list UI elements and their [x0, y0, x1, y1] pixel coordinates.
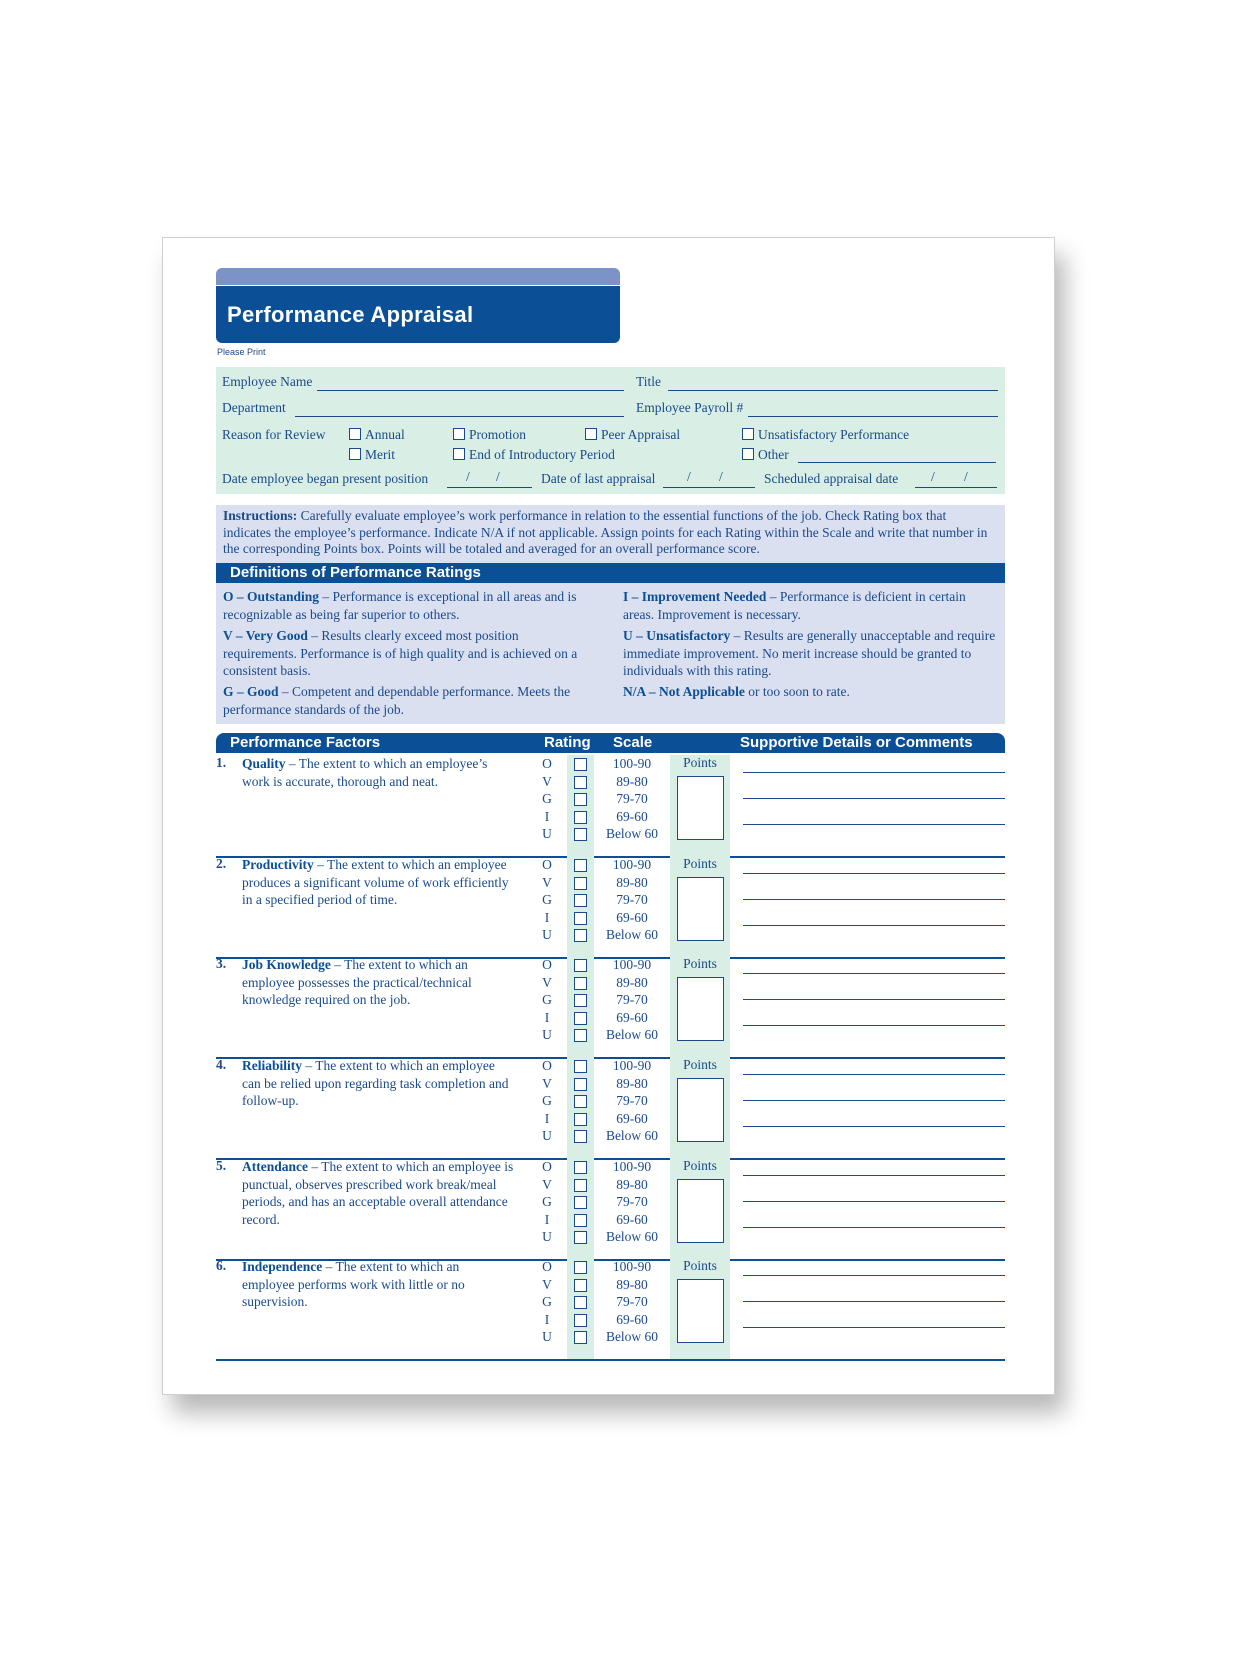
date-sep: / [496, 469, 500, 484]
scale-value: 69-60 [616, 808, 648, 824]
scale-value: 69-60 [616, 1110, 648, 1126]
rating-checkbox[interactable] [574, 859, 587, 872]
rating-checkbox-column [567, 1057, 594, 1158]
scale-value: 100-90 [612, 756, 652, 771]
scale-value: 100-90 [612, 857, 652, 872]
points-column [670, 1057, 730, 1158]
rating-letter: U [542, 1229, 552, 1244]
comment-line[interactable] [743, 1025, 1005, 1026]
rating-letter: G [542, 1294, 552, 1309]
rating-checkbox[interactable] [574, 1113, 587, 1126]
scale-column [600, 1258, 664, 1346]
rating-checkbox[interactable] [574, 1261, 587, 1274]
scale-heading: Scale [613, 734, 653, 751]
rating-checkbox[interactable] [574, 1214, 587, 1227]
factor-number: 6. [216, 1258, 227, 1273]
rating-letter: G [542, 992, 552, 1007]
rating-letter: G [542, 892, 552, 907]
reason-annual-option[interactable]: Annual [349, 427, 405, 443]
rating-letters [540, 1158, 554, 1246]
rating-letter: O [542, 1259, 552, 1274]
date-sep: / [687, 469, 691, 484]
payroll-label: Employee Payroll # [636, 400, 744, 415]
scale-value: 79-70 [616, 892, 648, 907]
scale-value: 79-70 [616, 1294, 648, 1309]
rating-checkbox[interactable] [574, 811, 587, 824]
scale-value: 100-90 [612, 1259, 652, 1274]
title-label: Title [636, 374, 662, 389]
title-field[interactable] [668, 390, 998, 391]
comment-line[interactable] [743, 1327, 1005, 1328]
factor-number: 3. [216, 956, 227, 971]
points-label: Points [683, 755, 717, 770]
factor-description: Job Knowledge – The extent to which an employee possesses the practical/technical knowledge required on the job. [242, 957, 472, 1007]
factor-number: 4. [216, 1057, 227, 1072]
department-label: Department [222, 400, 286, 415]
factors-header [216, 733, 1005, 753]
date-sep: / [964, 469, 968, 484]
scale-value: Below 60 [605, 826, 659, 841]
factor-row [216, 956, 1005, 1059]
rating-checkbox[interactable] [574, 1179, 587, 1192]
rating-checkbox[interactable] [574, 929, 587, 942]
page-title: Performance Appraisal [227, 302, 474, 327]
date-began-field[interactable] [447, 487, 532, 488]
scale-value: 89-80 [616, 1075, 648, 1091]
rating-checkbox[interactable] [574, 912, 587, 925]
peer-checkbox[interactable] [585, 428, 597, 440]
rating-letter: V [542, 773, 552, 789]
comment-line[interactable] [743, 798, 1005, 799]
comment-line[interactable] [743, 899, 1005, 900]
rating-checkbox[interactable] [574, 1012, 587, 1025]
scale-value: Below 60 [605, 1229, 659, 1244]
rating-checkbox[interactable] [574, 776, 587, 789]
rating-checkbox-column [567, 755, 594, 856]
comment-line[interactable] [743, 1175, 1005, 1176]
rating-checkbox[interactable] [574, 793, 587, 806]
comment-line[interactable] [743, 1074, 1005, 1075]
comments-heading: Supportive Details or Comments [740, 734, 973, 751]
rating-letter: I [544, 1009, 550, 1025]
definition-very-good: V – Very Good – Results clearly exceed most position requirements. Performance is of high quality and is achieved on a consistent basis. [223, 628, 578, 678]
scale-column [600, 1057, 664, 1145]
points-label: Points [683, 1258, 717, 1273]
please-print-note: Please Print [217, 347, 266, 357]
instructions-text: Instructions: Carefully evaluate employee’s work performance in relation to the essential functions of the job. Check Rating box that indicates the employee’s performance. Indicate N/A if not applicable. Assign points for each Rating within the Scale and write that number in the corresponding Points box. Points will be totaled and averaged for an overall performance score. [223, 508, 988, 556]
points-column [670, 755, 730, 856]
reason-peer-option[interactable]: Peer Appraisal [585, 427, 680, 443]
scale-value: 69-60 [616, 909, 648, 925]
scale-value: 69-60 [616, 1211, 648, 1227]
factor-row [216, 755, 1005, 858]
scale-value: 79-70 [616, 1194, 648, 1209]
other-reason-field[interactable] [798, 462, 996, 463]
points-box[interactable] [677, 1078, 724, 1142]
comment-line[interactable] [743, 999, 1005, 1000]
rating-checkbox[interactable] [574, 1078, 587, 1091]
points-column [670, 1258, 730, 1359]
rating-letter: O [542, 957, 552, 972]
rating-letters [540, 1057, 554, 1145]
comment-line[interactable] [743, 1126, 1005, 1127]
date-last-field[interactable] [663, 487, 755, 488]
annual-checkbox[interactable] [349, 428, 361, 440]
reason-merit-option[interactable]: Merit [349, 447, 395, 463]
points-box[interactable] [677, 877, 724, 941]
points-column [670, 956, 730, 1057]
scale-value: 100-90 [612, 1058, 652, 1073]
rating-letter: O [542, 756, 552, 771]
rating-checkbox[interactable] [574, 1279, 587, 1292]
rating-checkbox-column [567, 856, 594, 957]
rating-checkbox[interactable] [574, 758, 587, 771]
scale-column [600, 856, 664, 944]
payroll-field[interactable] [748, 416, 998, 417]
rating-letter: V [542, 1176, 552, 1192]
date-last-label: Date of last appraisal [541, 471, 656, 486]
points-box[interactable] [677, 1179, 724, 1243]
scale-value: 69-60 [616, 1009, 648, 1025]
date-scheduled-label: Scheduled appraisal date [764, 471, 899, 486]
rating-checkbox[interactable] [574, 959, 587, 972]
factor-description: Attendance – The extent to which an employee is punctual, observes prescribed work break/meal periods, and has an acceptable overall attendance record. [242, 1159, 514, 1227]
rating-checkbox[interactable] [574, 1060, 587, 1073]
definition-improvement: I – Improvement Needed – Performance is deficient in certain areas. Improvement is necessary. [623, 589, 966, 622]
definition-good: G – Good – Competent and dependable performance. Meets the performance standards of the job. [223, 684, 571, 717]
other-checkbox[interactable] [742, 448, 754, 460]
rating-checkbox[interactable] [574, 1314, 587, 1327]
rating-letter: U [542, 826, 552, 841]
scale-value: 89-80 [616, 1176, 648, 1192]
scale-value: 79-70 [616, 992, 648, 1007]
rating-checkbox[interactable] [574, 1095, 587, 1108]
points-box[interactable] [677, 1279, 724, 1343]
department-field[interactable] [295, 416, 624, 417]
rating-checkbox[interactable] [574, 1331, 587, 1344]
reason-label: Reason for Review [222, 427, 326, 442]
definition-not-applicable: N/A – Not Applicable or too soon to rate. [623, 684, 850, 699]
scale-value: 79-70 [616, 1093, 648, 1108]
factor-row [216, 1057, 1005, 1160]
factor-description: Quality – The extent to which an employee’s work is accurate, thorough and neat. [242, 756, 488, 789]
comment-line[interactable] [743, 1275, 1005, 1276]
rating-letter: G [542, 1093, 552, 1108]
comment-line[interactable] [743, 973, 1005, 974]
comment-line[interactable] [743, 1301, 1005, 1302]
rating-checkbox-column [567, 956, 594, 1057]
rating-letter: I [544, 909, 550, 925]
factor-description: Productivity – The extent to which an employee produces a significant volume of work efficiently in a specified period of time. [242, 857, 509, 907]
rating-letter: V [542, 1276, 552, 1292]
factor-number: 5. [216, 1158, 227, 1173]
title-tab [216, 268, 620, 285]
factor-row [216, 1258, 1005, 1361]
rating-checkbox[interactable] [574, 1029, 587, 1042]
rating-checkbox[interactable] [574, 1130, 587, 1143]
unsatisfactory-checkbox[interactable] [742, 428, 754, 440]
factor-description: Reliability – The extent to which an employee can be relied upon regarding task completion and follow-up. [242, 1058, 509, 1108]
scale-column [600, 755, 664, 843]
rating-letter: G [542, 1194, 552, 1209]
promotion-checkbox[interactable] [453, 428, 465, 440]
rating-letters [540, 1258, 554, 1346]
scale-column [600, 1158, 664, 1246]
end-intro-checkbox[interactable] [453, 448, 465, 460]
rating-letter: I [544, 1211, 550, 1227]
rating-checkbox[interactable] [574, 977, 587, 990]
rating-letters [540, 755, 554, 843]
factor-number: 2. [216, 856, 227, 871]
rating-heading: Rating [544, 734, 591, 751]
rating-checkbox-column [567, 1158, 594, 1259]
rating-checkbox[interactable] [574, 877, 587, 890]
rating-letters [540, 956, 554, 1044]
factor-number: 1. [216, 755, 227, 770]
comment-line[interactable] [743, 873, 1005, 874]
definitions-heading: Definitions of Performance Ratings [230, 564, 481, 581]
rating-letter: U [542, 927, 552, 942]
factor-row [216, 1158, 1005, 1261]
rating-checkbox-column [567, 1258, 594, 1359]
points-box[interactable] [677, 977, 724, 1041]
rating-letter: I [544, 1311, 550, 1327]
points-box[interactable] [677, 776, 724, 840]
date-sep: / [719, 469, 723, 484]
points-label: Points [683, 856, 717, 871]
factor-description: Independence – The extent to which an employee performs work with little or no supervision. [242, 1259, 465, 1309]
date-sep: / [931, 469, 935, 484]
employee-name-field[interactable] [317, 390, 624, 391]
merit-checkbox[interactable] [349, 448, 361, 460]
rating-checkbox[interactable] [574, 828, 587, 841]
scale-column [600, 956, 664, 1044]
scale-value: Below 60 [605, 1329, 659, 1344]
points-label: Points [683, 956, 717, 971]
factor-row [216, 856, 1005, 959]
comment-line[interactable] [743, 1227, 1005, 1228]
definitions-header [216, 563, 1005, 583]
scale-value: 69-60 [616, 1311, 648, 1327]
comment-line[interactable] [743, 1100, 1005, 1101]
definition-unsatisfactory: U – Unsatisfactory – Results are generally unacceptable and require immediate improvement. No merit increase should be granted to individuals with this rating. [623, 628, 996, 678]
rating-letter: O [542, 857, 552, 872]
definition-outstanding: O – Outstanding – Performance is exceptional in all areas and is recognizable as being far superior to others. [223, 589, 577, 622]
rating-letter: I [544, 1110, 550, 1126]
rating-checkbox[interactable] [574, 894, 587, 907]
date-began-label: Date employee began present position [222, 471, 429, 486]
reason-end-intro-option[interactable]: End of Introductory Period [453, 447, 615, 463]
rating-checkbox[interactable] [574, 1196, 587, 1209]
comment-line[interactable] [743, 1201, 1005, 1202]
rating-letters [540, 856, 554, 944]
scale-value: 79-70 [616, 791, 648, 806]
reason-unsatisfactory-option[interactable]: Unsatisfactory Performance [742, 427, 909, 443]
rating-letter: V [542, 874, 552, 890]
scale-value: 89-80 [616, 974, 648, 990]
scale-value: Below 60 [605, 927, 659, 942]
rating-letter: U [542, 1027, 552, 1042]
scale-value: 89-80 [616, 773, 648, 789]
date-scheduled-field[interactable] [915, 487, 997, 488]
reason-promotion-option[interactable]: Promotion [453, 427, 526, 443]
rating-letter: V [542, 974, 552, 990]
scale-value: 100-90 [612, 1159, 652, 1174]
comment-line[interactable] [743, 925, 1005, 926]
scale-value: 100-90 [612, 957, 652, 972]
rating-letter: I [544, 808, 550, 824]
scale-value: 89-80 [616, 874, 648, 890]
scale-value: 89-80 [616, 1276, 648, 1292]
rating-checkbox[interactable] [574, 994, 587, 1007]
points-column [670, 1158, 730, 1259]
rating-checkbox[interactable] [574, 1296, 587, 1309]
scale-value: Below 60 [605, 1027, 659, 1042]
reason-other-option[interactable]: Other [742, 447, 789, 463]
rating-letter: U [542, 1128, 552, 1143]
date-sep: / [466, 469, 470, 484]
rating-checkbox[interactable] [574, 1231, 587, 1244]
employee-name-label: Employee Name [222, 374, 313, 389]
rating-letter: U [542, 1329, 552, 1344]
comment-line[interactable] [743, 824, 1005, 825]
rating-letter: O [542, 1159, 552, 1174]
comment-line[interactable] [743, 772, 1005, 773]
points-label: Points [683, 1158, 717, 1173]
rating-letter: O [542, 1058, 552, 1073]
scale-value: Below 60 [605, 1128, 659, 1143]
points-label: Points [683, 1057, 717, 1072]
rating-letter: G [542, 791, 552, 806]
points-column [670, 856, 730, 957]
rating-checkbox[interactable] [574, 1161, 587, 1174]
factors-heading: Performance Factors [230, 734, 381, 751]
rating-letter: V [542, 1075, 552, 1091]
